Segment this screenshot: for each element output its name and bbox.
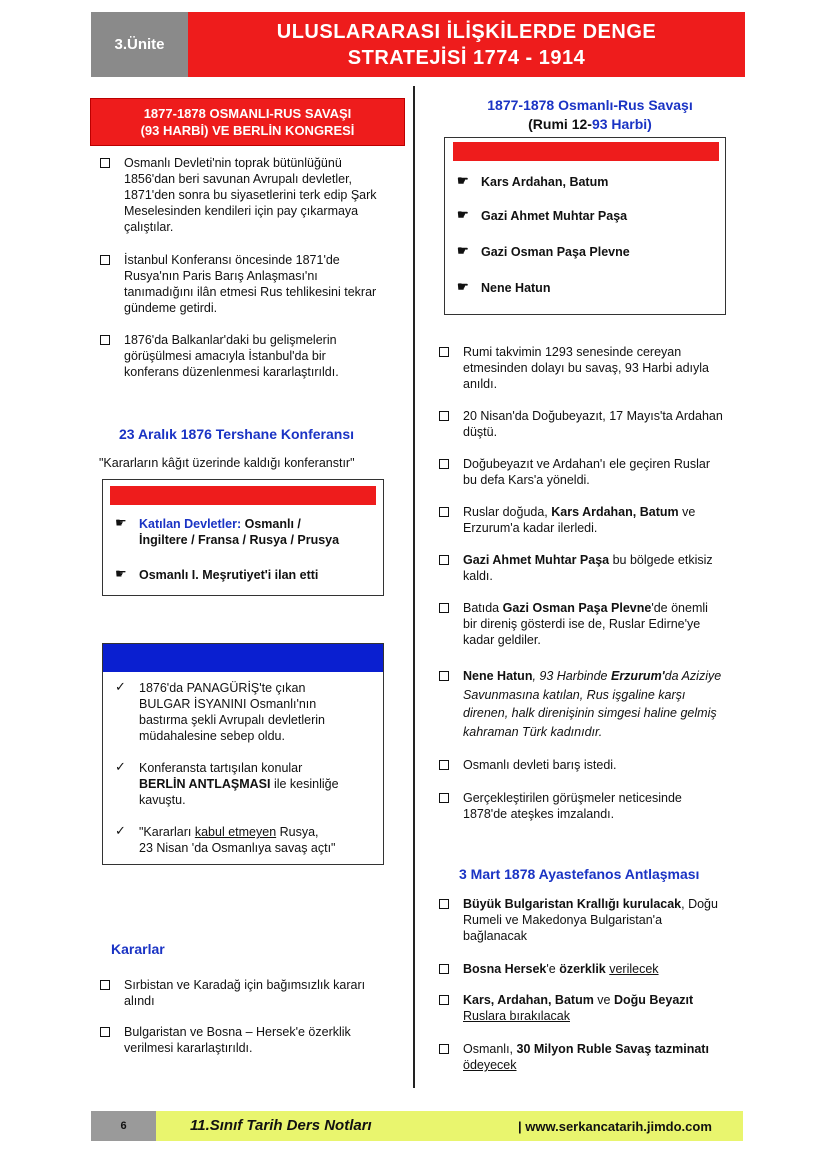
war-bullet-7 bbox=[439, 667, 729, 743]
pointing-hand-icon: ☛ bbox=[115, 515, 127, 530]
checkbox-icon bbox=[100, 156, 110, 172]
ayastefanos-item-3-underlined: Ruslara bırakılacak bbox=[463, 1009, 570, 1023]
berlin-item-1-line2: BULGAR İSYANINI Osmanlı'nın bbox=[139, 697, 317, 711]
war-box-item-1 bbox=[457, 174, 717, 192]
kararlar-item-1 bbox=[100, 977, 380, 1011]
participants-line2: İngiltere / Fransa / Rusya / Prusya bbox=[139, 533, 340, 547]
war-box-item-text: Nene Hatun bbox=[481, 281, 551, 295]
kararlar-title: Kararlar bbox=[111, 941, 165, 957]
right-section-title bbox=[430, 96, 750, 134]
berlin-treaty-name: BERLİN ANTLAŞMASI bbox=[139, 777, 271, 791]
berlin-item-3-line2: 23 Nisan 'da Osmanlıya savaş açtı" bbox=[139, 841, 336, 855]
berlin-item-1 bbox=[115, 680, 377, 744]
intro-bullet-text: 1876'da Balkanlar'daki bu gelişmelerin görüşülmesi amacıyla İstanbul'da bir konferans düzenlenmesi kararlaştırıldı. bbox=[124, 333, 339, 379]
berlin-item-2-line1: Konferansta tartışılan konular bbox=[139, 761, 303, 775]
war-bullet-4 bbox=[439, 504, 724, 538]
war-bullet-2 bbox=[439, 408, 724, 442]
war-bullet-text: Doğubeyazıt ve Ardahan'ı ele geçiren Ruslar bu defa Kars'a yöneldi. bbox=[463, 457, 710, 487]
war-bullet-4-bold: Kars Ardahan, Batum bbox=[551, 505, 679, 519]
intro-bullet-2 bbox=[100, 252, 380, 316]
ayastefanos-item-3-bold2: Doğu Beyazıt bbox=[613, 993, 694, 1007]
intro-bullet-1 bbox=[100, 155, 385, 235]
checkbox-icon bbox=[439, 962, 449, 978]
checkmark-icon: ✓ bbox=[115, 759, 126, 774]
checkbox-icon bbox=[100, 333, 110, 349]
ayastefanos-item-2-bold2: özerklik bbox=[559, 962, 606, 976]
war-bullet-7-bold2: Erzurum' bbox=[610, 669, 665, 683]
war-box-item-4 bbox=[457, 280, 717, 298]
ayastefanos-item-1 bbox=[439, 896, 729, 946]
war-bullet-7-b: da Aziziye Savunmasına katılan, Rus işgaline karşı direnen, halk direnişinin simgesi haline gelmiş kahraman Türk kadınıdır. bbox=[463, 669, 722, 739]
berlin-item-1-line4: müdahalesine sebep oldu. bbox=[139, 729, 285, 743]
war-box-item-2 bbox=[457, 208, 717, 226]
ayastefanos-item-2 bbox=[439, 961, 729, 979]
war-bullet-5-post: bu bölgede etkisiz kaldı. bbox=[463, 553, 713, 583]
war-box-item-text: Gazi Ahmet Muhtar Paşa bbox=[481, 209, 628, 223]
checkbox-icon bbox=[439, 791, 449, 807]
berlin-item-1-line3: bastırma şekli Avrupalı devletlerin bbox=[139, 713, 325, 727]
war-bullet-4-pre: Ruslar doğuda, bbox=[463, 505, 552, 519]
checkbox-icon bbox=[439, 409, 449, 425]
page-title bbox=[188, 12, 745, 77]
checkmark-icon: ✓ bbox=[115, 823, 126, 838]
berlin-item-3 bbox=[115, 824, 377, 860]
war-bullet-7-a: , 93 Harbinde bbox=[532, 669, 611, 683]
berlin-item-1-line1: 1876'da PANAGÜRİŞ'te çıkan bbox=[139, 681, 306, 695]
ayastefanos-title: 3 Mart 1878 Ayastefanos Antlaşması bbox=[459, 866, 700, 882]
checkbox-icon bbox=[100, 1025, 110, 1041]
berlin-item-2-rest: ile kesinliğe bbox=[270, 777, 339, 791]
footer-title: 11.Sınıf Tarih Ders Notları bbox=[190, 1117, 372, 1134]
footer-url[interactable]: | www.serkancatarih.jimdo.com bbox=[518, 1119, 712, 1134]
checkbox-icon bbox=[439, 553, 449, 569]
ayastefanos-item-2-underlined: verilecek bbox=[609, 962, 659, 976]
checkbox-icon bbox=[439, 1042, 449, 1058]
page-number-text: 6 bbox=[120, 1120, 127, 1132]
left-section-title-line1: 1877-1878 OSMANLI-RUS SAVAŞI bbox=[143, 106, 352, 121]
checkbox-icon bbox=[439, 601, 449, 617]
pointing-hand-icon: ☛ bbox=[457, 279, 469, 294]
tershane-quote: "Kararların kâğıt üzerinde kaldığı konferanstır" bbox=[99, 456, 355, 470]
column-divider bbox=[413, 86, 415, 1088]
tershane-item-2 bbox=[115, 567, 377, 585]
checkbox-icon bbox=[439, 993, 449, 1009]
page-title-line2: STRATEJİSİ 1774 - 1914 bbox=[347, 46, 586, 69]
war-bullet-text: Rumi takvimin 1293 senesinde cereyan etmesinden dolayı bu savaş, 93 Harbi adıyla anıldı. bbox=[463, 345, 709, 391]
unit-text: 3.Ünite bbox=[114, 36, 165, 53]
checkbox-icon bbox=[439, 457, 449, 473]
pointing-hand-icon: ☛ bbox=[115, 566, 127, 581]
war-bullet-text: Osmanlı devleti barış istedi. bbox=[463, 758, 617, 772]
ayastefanos-item-4-underlined: ödeyecek bbox=[463, 1058, 517, 1072]
kararlar-item-text: Bulgaristan ve Bosna – Hersek'e özerklik verilmesi kararlaştırıldı. bbox=[124, 1025, 351, 1055]
kararlar-item-text: Sırbistan ve Karadağ için bağımsızlık kararı alındı bbox=[124, 978, 366, 1008]
checkbox-icon bbox=[439, 758, 449, 774]
ayastefanos-item-1-rest: , Doğu Rumeli ve Makedonya Bulgaristan'a bağlanacak bbox=[463, 897, 718, 943]
war-bullet-9 bbox=[439, 790, 724, 824]
right-title-93: 93 Harbi) bbox=[591, 116, 652, 132]
intro-bullet-text: Osmanlı Devleti'nin toprak bütünlüğünü 1856'dan beri savunan Avrupalı devletler, 1871'den sonra bu siyasetlerini terk edip Şark Meselesinden kendileri için pay çıkarmaya çalıştılar. bbox=[124, 156, 377, 234]
unit-label bbox=[91, 12, 188, 77]
kararlar-item-2 bbox=[100, 1024, 385, 1058]
war-bullet-3 bbox=[439, 456, 724, 490]
participants-label: Katılan Devletler: bbox=[139, 517, 242, 531]
war-box-item-text: Gazi Osman Paşa Plevne bbox=[481, 245, 630, 259]
intro-bullet-3 bbox=[100, 332, 380, 382]
pointing-hand-icon: ☛ bbox=[457, 243, 469, 258]
checkbox-icon bbox=[439, 897, 449, 913]
berlin-item-3-underlined: kabul etmeyen bbox=[194, 825, 277, 839]
war-bullet-4-post: ve Erzurum'a kadar ilerledi. bbox=[463, 505, 696, 535]
right-title-line1: 1877-1878 Osmanlı-Rus Savaşı bbox=[487, 97, 693, 113]
war-box-header-bar bbox=[453, 142, 719, 161]
war-bullet-6-post: 'de önemli bir direniş gösterdi ise de, Ruslar Edirne'ye kadar geldiler. bbox=[463, 601, 708, 647]
berlin-box bbox=[102, 643, 384, 865]
tershane-item-1 bbox=[115, 516, 377, 550]
ayastefanos-item-3-mid: ve bbox=[593, 993, 614, 1007]
tershane-title: 23 Aralık 1876 Tershane Konferansı bbox=[119, 426, 354, 442]
page-number bbox=[91, 1111, 156, 1141]
ayastefanos-item-1-bold: Büyük Bulgaristan Krallığı kurulacak bbox=[463, 897, 682, 911]
berlin-item-2 bbox=[115, 760, 377, 810]
ayastefanos-item-2-bold1: Bosna Hersek bbox=[463, 962, 547, 976]
pointing-hand-icon: ☛ bbox=[457, 207, 469, 222]
war-bullet-6-bold: Gazi Osman Paşa Plevne bbox=[502, 601, 652, 615]
war-bullet-1 bbox=[439, 344, 724, 394]
berlin-item-2-line3: kavuştu. bbox=[139, 793, 186, 807]
participants-line1: Osmanlı / bbox=[244, 517, 301, 531]
tershane-item-2-text: Osmanlı I. Meşrutiyet'i ilan etti bbox=[139, 568, 319, 582]
ayastefanos-item-4 bbox=[439, 1041, 729, 1075]
war-bullet-text: 20 Nisan'da Doğubeyazıt, 17 Mayıs'ta Ardahan düştü. bbox=[463, 409, 723, 439]
war-bullet-7-bold: Nene Hatun bbox=[463, 669, 533, 683]
checkmark-icon: ✓ bbox=[115, 679, 126, 694]
checkbox-icon bbox=[439, 668, 449, 687]
war-bullet-6-pre: Batıda bbox=[463, 601, 503, 615]
war-bullet-text: Gerçekleştirilen görüşmeler neticesinde 1878'de ateşkes imzalandı. bbox=[463, 791, 682, 821]
war-bullet-8 bbox=[439, 757, 724, 775]
right-title-rumi: (Rumi 12- bbox=[528, 116, 592, 132]
checkbox-icon bbox=[439, 505, 449, 521]
ayastefanos-item-3-bold1: Kars, Ardahan, Batum bbox=[463, 993, 594, 1007]
ayastefanos-item-3 bbox=[439, 992, 729, 1026]
left-section-title-line2: (93 HARBİ) VE BERLİN KONGRESİ bbox=[140, 123, 355, 138]
ayastefanos-item-4-bold: 30 Milyon Ruble Savaş tazminatı bbox=[516, 1042, 709, 1056]
checkbox-icon bbox=[439, 345, 449, 361]
page-title-line1: ULUSLARARASI İLİŞKİLERDE DENGE bbox=[276, 20, 657, 43]
war-bullet-5-bold: Gazi Ahmet Muhtar Paşa bbox=[463, 553, 610, 567]
war-box-item-text: Kars Ardahan, Batum bbox=[481, 175, 609, 189]
ayastefanos-item-4-pre: Osmanlı, bbox=[463, 1042, 517, 1056]
intro-bullet-text: İstanbul Konferansı öncesinde 1871'de Rusya'nın Paris Barış Anlaşması'nı tanımadığını ilân etmesi Rus tehlikesini tekrar gündeme getirdi. bbox=[124, 253, 377, 315]
tershane-box bbox=[102, 479, 384, 596]
war-bullet-5 bbox=[439, 552, 724, 586]
berlin-box-header-bar bbox=[103, 644, 383, 672]
ayastefanos-item-2-mid: 'e bbox=[546, 962, 560, 976]
left-section-title bbox=[90, 98, 405, 146]
berlin-item-3-post: Rusya, bbox=[276, 825, 319, 839]
checkbox-icon bbox=[100, 978, 110, 994]
war-summary-box bbox=[444, 137, 726, 315]
war-box-item-3 bbox=[457, 244, 717, 262]
tershane-box-header-bar bbox=[110, 486, 376, 505]
berlin-item-3-pre: "Kararları bbox=[139, 825, 195, 839]
checkbox-icon bbox=[100, 253, 110, 269]
pointing-hand-icon: ☛ bbox=[457, 173, 469, 188]
war-bullet-6 bbox=[439, 600, 724, 650]
